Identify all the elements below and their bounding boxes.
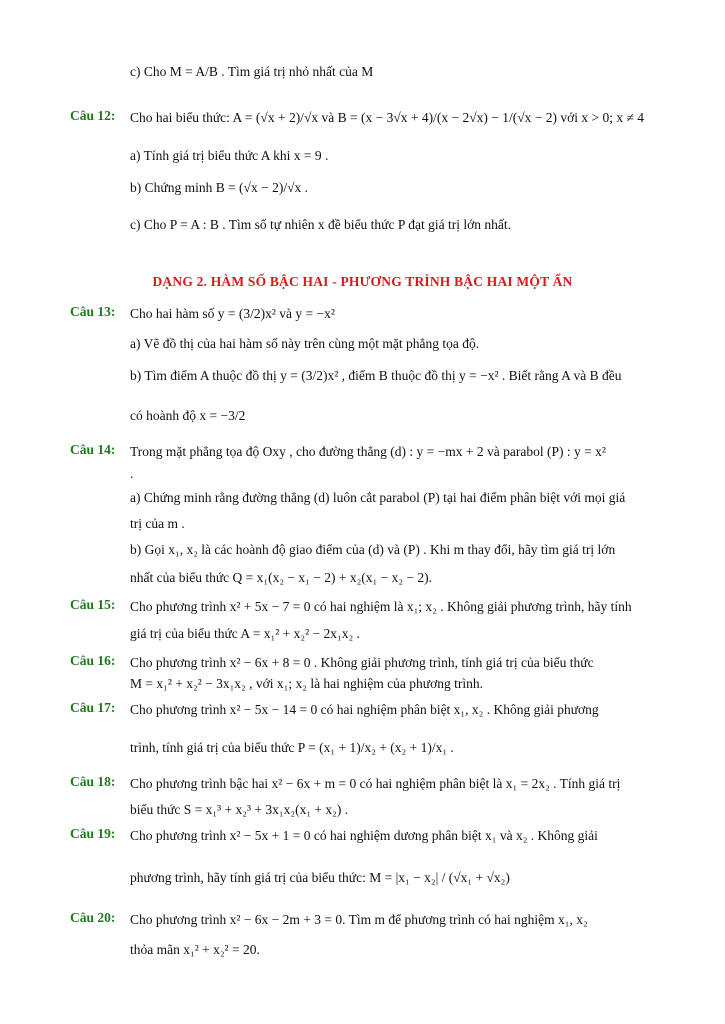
question-text: Cho hai biểu thức: A = (√x + 2)/√x và B = (x − 3√x + 4)/(x − 2√x) − 1/(√x − 2) với x > 0; x ≠ 4 xyxy=(130,110,645,125)
q17-line2: trình, tính giá trị của biểu thức P = (x₁ + 1)/x₂ + (x₂ + 1)/x₁ . xyxy=(130,740,454,755)
q14-part-a-line1: a) Chứng minh rằng đường thẳng (d) luôn cắt parabol (P) tại hai điểm phân biệt với mọi giá xyxy=(130,490,626,505)
question-text: Cho phương trình bậc hai x² − 6x + m = 0 có hai nghiệm phân biệt là x₁ = 2x₂ . Tính giá trị xyxy=(130,776,621,791)
question-label: Câu 16: xyxy=(70,653,116,668)
question-label: Câu 18: xyxy=(70,774,116,789)
q14-part-a-line2: trị của m . xyxy=(130,516,185,531)
question-text: Cho hai hàm số y = (3/2)x² và y = −x² xyxy=(130,306,335,321)
q14-part-b-line1: b) Gọi x₁, x₂ là các hoành độ giao điểm của (d) và (P) . Khi m thay đổi, hãy tìm giá trị lớn xyxy=(130,542,616,557)
question-label: Câu 17: xyxy=(70,700,116,715)
q12-part-c: c) Cho P = A : B . Tìm số tự nhiên x đề biểu thức P đạt giá trị lớn nhất. xyxy=(130,217,511,232)
question-label: Câu 14: xyxy=(70,442,116,457)
q16-line2: M = x₁² + x₂² − 3x₁x₂ , với x₁; x₂ là hai nghiệm của phương trình. xyxy=(130,676,483,691)
q11-part-c: c) Cho M = A/B . Tìm giá trị nhỏ nhất của M xyxy=(130,64,374,79)
section-heading: DẠNG 2. HÀM SỐ BẬC HAI - PHƯƠNG TRÌNH BẬC HAI MỘT ẨN xyxy=(152,274,573,289)
q12-part-b: b) Chứng minh B = (√x − 2)/√x . xyxy=(130,180,308,195)
q20-line2: thỏa mãn x₁² + x₂² = 20. xyxy=(130,942,260,957)
q12-part-a: a) Tính giá trị biểu thức A khi x = 9 . xyxy=(130,148,329,163)
question-text: Trong mặt phẳng tọa độ Oxy , cho đường thẳng (d) : y = −mx + 2 và parabol (P) : y = x² xyxy=(130,444,606,459)
question-text: Cho phương trình x² − 5x + 1 = 0 có hai nghiệm dương phân biệt x₁ và x₂ . Không giải xyxy=(130,828,598,843)
question-text: Cho phương trình x² + 5x − 7 = 0 có hai nghiệm là x₁; x₂ . Không giải phương trình, hãy tính xyxy=(130,599,632,614)
question-text: Cho phương trình x² − 6x + 8 = 0 . Không giải phương trình, tính giá trị của biểu thức xyxy=(130,655,594,670)
q14-part-b-line2: nhất của biểu thức Q = x₁(x₂ − x₁ − 2) + x₂(x₁ − x₂ − 2). xyxy=(130,570,433,585)
q19-line2: phương trình, hãy tính giá trị của biểu thức: M = |x₁ − x₂| / (√x₁ + √x₂) xyxy=(130,870,510,885)
question-label: Câu 12: xyxy=(70,108,116,123)
question-label: Câu 13: xyxy=(70,304,116,319)
question-label: Câu 19: xyxy=(70,826,116,841)
question-label: Câu 15: xyxy=(70,597,116,612)
q18-line2: biểu thức S = x₁³ + x₂³ + 3x₁x₂(x₁ + x₂) . xyxy=(130,802,349,817)
q13-part-b-line2: có hoành độ x = −3/2 xyxy=(130,408,246,423)
q13-part-b-line1: b) Tìm điểm A thuộc đồ thị y = (3/2)x² , điểm B thuộc đồ thị y = −x² . Biết rằng A và B đều xyxy=(130,368,622,383)
question-label: Câu 20: xyxy=(70,910,116,925)
q13-part-a: a) Vẽ đồ thị của hai hàm số này trên cùng một mặt phẳng tọa độ. xyxy=(130,336,480,351)
question-text: Cho phương trình x² − 6x − 2m + 3 = 0. Tìm m để phương trình có hai nghiệm x₁, x₂ xyxy=(130,912,588,927)
q15-line2: giá trị của biểu thức A = x₁² + x₂² − 2x₁x₂ . xyxy=(130,626,360,641)
q14-trailing-dot: . xyxy=(130,466,134,481)
question-text: Cho phương trình x² − 5x − 14 = 0 có hai nghiệm phân biệt x₁, x₂ . Không giải phương xyxy=(130,702,599,717)
